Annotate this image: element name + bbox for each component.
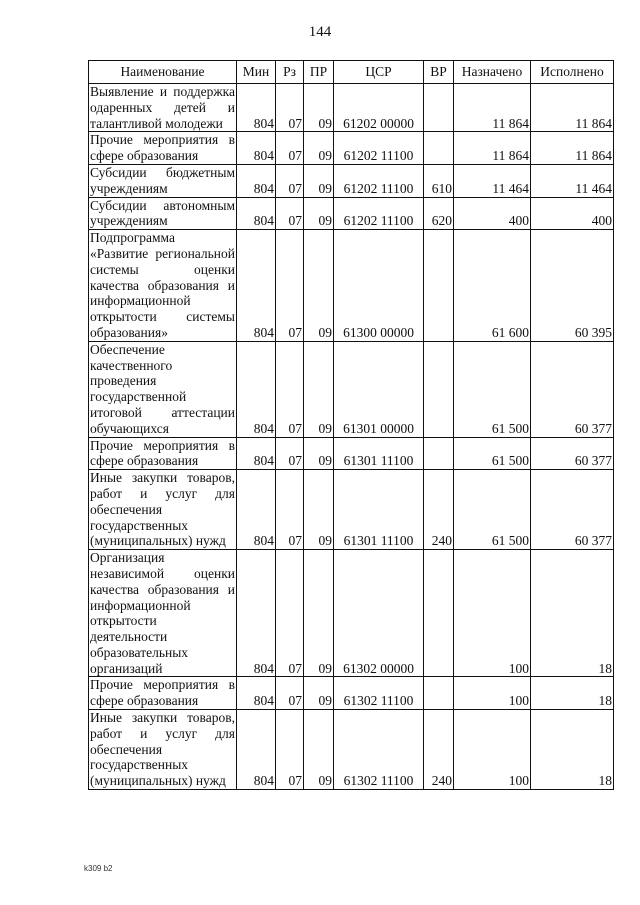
row-name-cell: Обеспечение качественного проведения государственной итоговой аттестации обучающихся bbox=[90, 341, 235, 436]
table-row bbox=[89, 164, 614, 197]
row-executed-cell: 60 377 bbox=[531, 437, 614, 470]
row-name-cell: Прочие мероприятия в сфере образования bbox=[90, 132, 235, 164]
row-assigned-cell: 100 bbox=[454, 550, 531, 677]
row-pr-cell: 09 bbox=[304, 677, 334, 710]
row-executed-cell: 11 864 bbox=[531, 84, 614, 132]
row-min-cell: 804 bbox=[237, 710, 276, 790]
row-min-cell: 804 bbox=[237, 84, 276, 132]
row-rz-cell: 07 bbox=[276, 197, 304, 230]
row-executed-cell: 60 395 bbox=[531, 230, 614, 342]
row-pr-cell: 09 bbox=[304, 710, 334, 790]
row-pr-cell: 09 bbox=[304, 437, 334, 470]
row-csr-cell: 61301 11100 bbox=[334, 470, 424, 550]
row-rz-cell: 07 bbox=[276, 437, 304, 470]
table-row bbox=[89, 341, 614, 437]
table-row bbox=[89, 710, 614, 790]
row-vr-cell bbox=[424, 550, 454, 677]
row-rz-cell: 07 bbox=[276, 677, 304, 710]
row-rz-cell: 07 bbox=[276, 84, 304, 132]
row-pr-cell: 09 bbox=[304, 84, 334, 132]
row-csr-cell: 61302 00000 bbox=[334, 550, 424, 677]
row-pr-cell: 09 bbox=[304, 230, 334, 342]
row-csr-cell: 61202 11100 bbox=[334, 164, 424, 197]
row-name-cell: Прочие мероприятия в сфере образования bbox=[90, 437, 235, 469]
row-assigned-cell: 61 500 bbox=[454, 470, 531, 550]
row-min-cell: 804 bbox=[237, 470, 276, 550]
row-rz-cell: 07 bbox=[276, 470, 304, 550]
row-pr-cell: 09 bbox=[304, 470, 334, 550]
column-header-vr: ВР bbox=[424, 61, 454, 84]
row-name-cell: Субсидии бюджетным учреждениям bbox=[90, 164, 235, 196]
row-rz-cell: 07 bbox=[276, 341, 304, 437]
budget-table bbox=[88, 60, 614, 790]
row-min-cell: 804 bbox=[237, 437, 276, 470]
row-csr-cell: 61202 11100 bbox=[334, 132, 424, 165]
table-row bbox=[89, 84, 614, 132]
row-assigned-cell: 11 464 bbox=[454, 164, 531, 197]
row-rz-cell: 07 bbox=[276, 710, 304, 790]
row-rz-cell: 07 bbox=[276, 230, 304, 342]
row-rz-cell: 07 bbox=[276, 550, 304, 677]
row-executed-cell: 60 377 bbox=[531, 470, 614, 550]
row-assigned-cell: 100 bbox=[454, 710, 531, 790]
table-row bbox=[89, 470, 614, 550]
row-min-cell: 804 bbox=[237, 341, 276, 437]
row-pr-cell: 09 bbox=[304, 341, 334, 437]
row-assigned-cell: 61 500 bbox=[454, 341, 531, 437]
table-row bbox=[89, 550, 614, 677]
row-rz-cell: 07 bbox=[276, 164, 304, 197]
table-row bbox=[89, 230, 614, 342]
row-vr-cell: 620 bbox=[424, 197, 454, 230]
row-csr-cell: 61300 00000 bbox=[334, 230, 424, 342]
column-header-csr: ЦСР bbox=[334, 61, 424, 84]
row-assigned-cell: 11 864 bbox=[454, 132, 531, 165]
row-pr-cell: 09 bbox=[304, 197, 334, 230]
row-assigned-cell: 11 864 bbox=[454, 84, 531, 132]
column-header-rz: Рз bbox=[276, 61, 304, 84]
row-executed-cell: 60 377 bbox=[531, 341, 614, 437]
row-executed-cell: 18 bbox=[531, 550, 614, 677]
column-header-name: Наименование bbox=[89, 61, 237, 84]
row-csr-cell: 61302 11100 bbox=[334, 710, 424, 790]
row-assigned-cell: 61 500 bbox=[454, 437, 531, 470]
row-name-cell: Прочие мероприятия в сфере образования bbox=[90, 677, 235, 709]
row-assigned-cell: 61 600 bbox=[454, 230, 531, 342]
row-vr-cell: 610 bbox=[424, 164, 454, 197]
page-number: 144 bbox=[308, 24, 332, 40]
row-vr-cell bbox=[424, 84, 454, 132]
row-pr-cell: 09 bbox=[304, 164, 334, 197]
row-executed-cell: 18 bbox=[531, 677, 614, 710]
row-name-cell: Организация независимой оценки качества образования и информационной открытости деятельности образовательных организаций bbox=[90, 550, 235, 676]
row-name-cell: Выявление и поддержка одаренных детей и талантливой молодежи bbox=[90, 84, 235, 131]
row-vr-cell bbox=[424, 230, 454, 342]
table-body bbox=[89, 84, 614, 790]
row-pr-cell: 09 bbox=[304, 132, 334, 165]
row-min-cell: 804 bbox=[237, 164, 276, 197]
row-rz-cell: 07 bbox=[276, 132, 304, 165]
row-vr-cell: 240 bbox=[424, 710, 454, 790]
row-name-cell: Подпрограмма «Развитие региональной системы оценки качества образования и информационной открытости системы образования» bbox=[90, 230, 235, 340]
row-csr-cell: 61301 00000 bbox=[334, 341, 424, 437]
column-header-assigned: Назначено bbox=[454, 61, 531, 84]
row-assigned-cell: 400 bbox=[454, 197, 531, 230]
row-assigned-cell: 100 bbox=[454, 677, 531, 710]
row-pr-cell: 09 bbox=[304, 550, 334, 677]
row-vr-cell: 240 bbox=[424, 470, 454, 550]
row-executed-cell: 18 bbox=[531, 710, 614, 790]
table-header-row bbox=[89, 61, 614, 84]
row-csr-cell: 61301 11100 bbox=[334, 437, 424, 470]
table-row bbox=[89, 437, 614, 470]
row-vr-cell bbox=[424, 341, 454, 437]
row-name-cell: Субсидии автономным учреждениям bbox=[90, 197, 235, 229]
row-min-cell: 804 bbox=[237, 230, 276, 342]
row-vr-cell bbox=[424, 677, 454, 710]
row-name-cell: Иные закупки товаров, работ и услуг для обеспечения государственных (муниципальных) нужд bbox=[90, 710, 235, 789]
table-row bbox=[89, 197, 614, 230]
column-header-min: Мин bbox=[237, 61, 276, 84]
row-csr-cell: 61302 11100 bbox=[334, 677, 424, 710]
row-name-cell: Иные закупки товаров, работ и услуг для обеспечения государственных (муниципальных) нужд bbox=[90, 470, 235, 549]
row-csr-cell: 61202 00000 bbox=[334, 84, 424, 132]
table-row bbox=[89, 132, 614, 165]
row-executed-cell: 11 864 bbox=[531, 132, 614, 165]
row-min-cell: 804 bbox=[237, 197, 276, 230]
row-vr-cell bbox=[424, 437, 454, 470]
row-csr-cell: 61202 11100 bbox=[334, 197, 424, 230]
table-row bbox=[89, 677, 614, 710]
column-header-executed: Исполнено bbox=[531, 61, 614, 84]
row-vr-cell bbox=[424, 132, 454, 165]
row-min-cell: 804 bbox=[237, 132, 276, 165]
column-header-pr: ПР bbox=[304, 61, 334, 84]
row-executed-cell: 11 464 bbox=[531, 164, 614, 197]
row-min-cell: 804 bbox=[237, 677, 276, 710]
row-min-cell: 804 bbox=[237, 550, 276, 677]
footer-code: k309 b2 bbox=[84, 864, 113, 873]
row-executed-cell: 400 bbox=[531, 197, 614, 230]
